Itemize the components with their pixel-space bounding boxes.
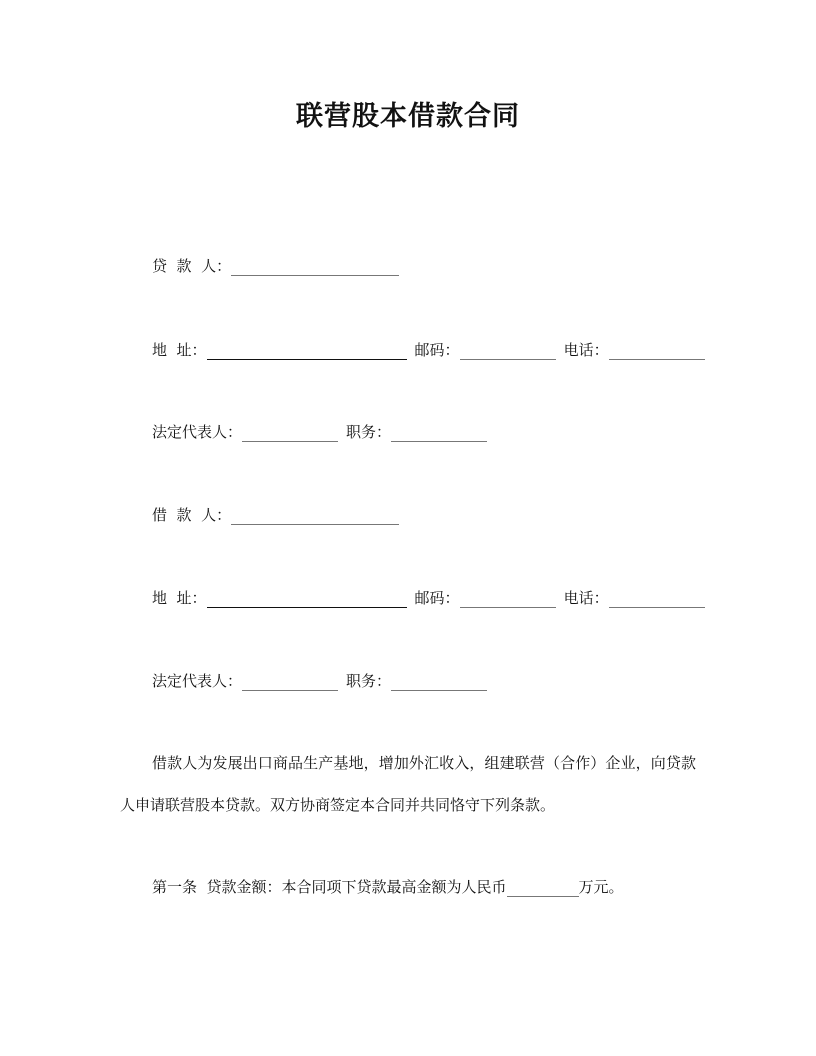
lender-position-field[interactable]	[391, 426, 487, 442]
lender-label: 贷 款 人：	[152, 257, 232, 275]
document-title: 联营股本借款合同	[296, 101, 520, 132]
borrower-address-field[interactable]	[207, 592, 407, 608]
lender-position-label: 职务：	[346, 423, 392, 441]
lender-postcode-label: 邮码：	[414, 341, 460, 359]
borrower-name-field[interactable]	[231, 509, 399, 525]
lender-postcode-field[interactable]	[460, 344, 556, 360]
article-1-unit: 万元。	[578, 878, 624, 896]
preamble-paragraph: 借款人为发展出口商品生产基地，增加外汇收入，组建联营（合作）企业，向贷款人申请联营股本贷款。双方协商签定本合同并共同恪守下列条款。	[120, 754, 696, 814]
borrower-address-label: 地 址：	[152, 589, 207, 607]
borrower-position-field[interactable]	[391, 675, 487, 691]
borrower-phone-label: 电话：	[563, 589, 609, 607]
lender-address-field[interactable]	[207, 344, 407, 360]
borrower-legal-rep-field[interactable]	[242, 675, 338, 691]
lender-address-label: 地 址：	[152, 341, 207, 359]
lender-phone-label: 电话：	[563, 341, 609, 359]
borrower-position-label: 职务：	[346, 672, 392, 690]
lender-legal-rep-field[interactable]	[242, 426, 338, 442]
lender-name-field[interactable]	[231, 260, 399, 276]
borrower-phone-field[interactable]	[609, 592, 705, 608]
borrower-postcode-label: 邮码：	[414, 589, 460, 607]
borrower-legal-rep-row	[152, 671, 495, 691]
lender-address-row	[152, 340, 713, 360]
borrower-address-row	[152, 588, 713, 608]
loan-amount-field[interactable]	[507, 881, 579, 897]
borrower-postcode-field[interactable]	[460, 592, 556, 608]
lender-row	[152, 256, 407, 276]
lender-phone-field[interactable]	[609, 344, 705, 360]
article-1	[152, 877, 624, 897]
article-1-text: 第一条 贷款金额：本合同项下贷款最高金额为人民币	[152, 878, 507, 896]
lender-legal-rep-label: 法定代表人：	[152, 423, 243, 441]
lender-legal-rep-row	[152, 422, 495, 442]
borrower-label: 借 款 人：	[152, 506, 232, 524]
borrower-row	[152, 505, 407, 525]
borrower-legal-rep-label: 法定代表人：	[152, 672, 243, 690]
